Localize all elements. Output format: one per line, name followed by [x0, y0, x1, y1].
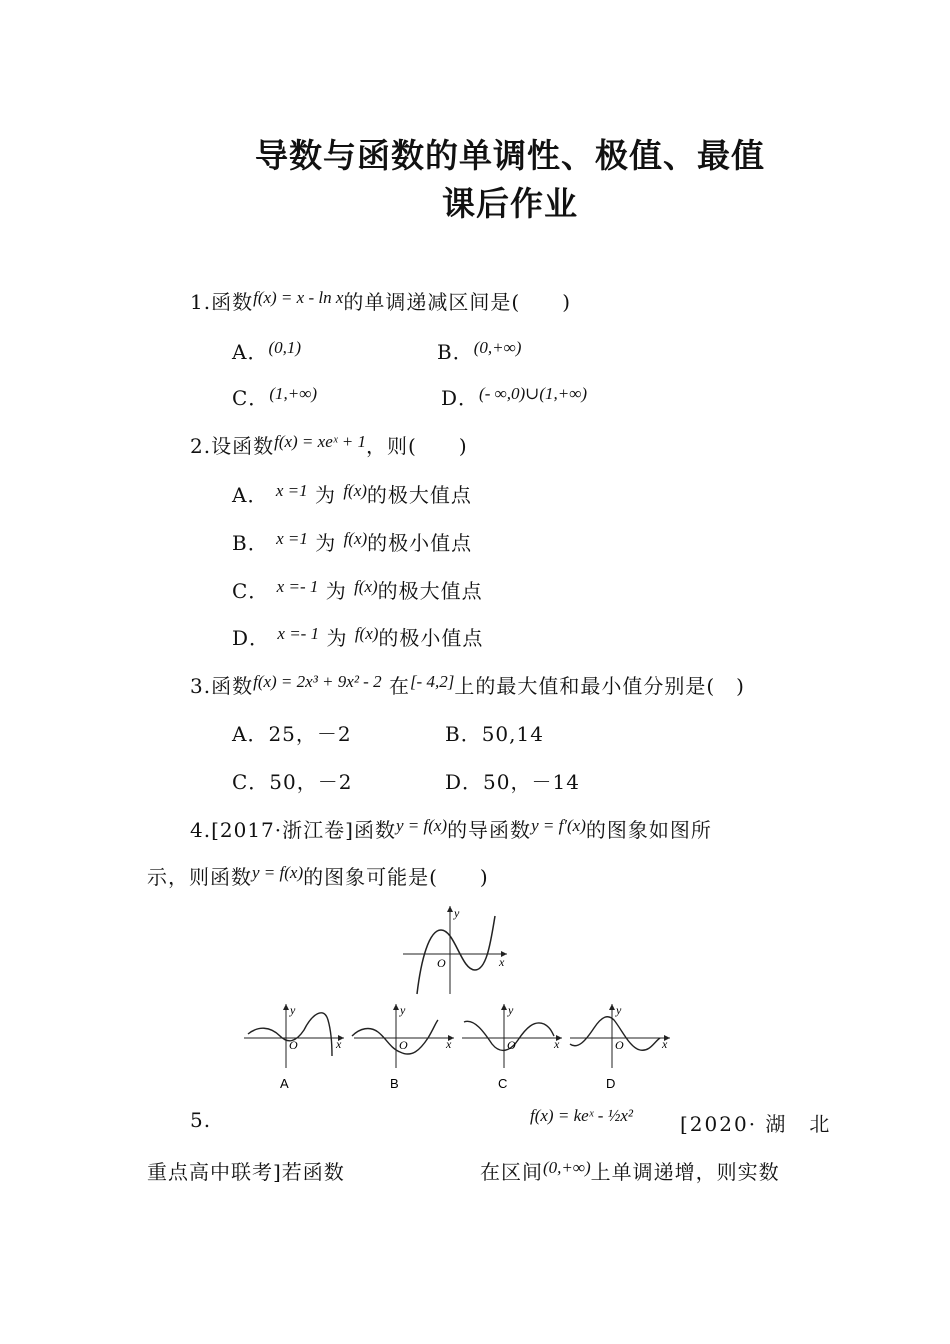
option-c-graph — [462, 1003, 562, 1091]
q4-formula1: y = f(x) — [395, 816, 448, 835]
q2-b-text: 的极小值点 — [367, 531, 473, 555]
question-5-formula — [530, 1108, 633, 1132]
option-d-graph — [570, 1003, 670, 1091]
q2-b-f: f(x) — [343, 529, 368, 548]
q1-formula: f(x) = x - ln x — [253, 288, 344, 307]
option-b-origin: O — [399, 1038, 408, 1052]
q1-a-label: A． — [232, 340, 269, 364]
q5-interval: (0,+∞) — [543, 1158, 591, 1177]
q4-formula2: y = f′(x) — [531, 816, 586, 835]
q1-a-value: (0,1) — [268, 338, 302, 357]
q4-mid: 的导函数 — [447, 818, 532, 842]
option-b-graph — [352, 1003, 454, 1091]
q2-c-label: C． — [232, 579, 270, 603]
q1-prefix: 1.函数 — [190, 290, 254, 314]
q3-option-b: B．50,14 — [445, 722, 544, 746]
option-a-x: x — [336, 1037, 342, 1051]
q2-option-b — [232, 527, 472, 556]
q1-option-b — [437, 336, 521, 365]
option-d-label: D — [606, 1076, 616, 1091]
main-x-label: x — [499, 955, 505, 969]
q1-c-value: (1,+∞) — [269, 384, 317, 403]
option-c-x: x — [554, 1037, 560, 1051]
option-b-y: y — [400, 1003, 406, 1017]
q4-prefix: 4.[2017·浙江卷]函数 — [190, 818, 396, 842]
q2-a-label: A． — [232, 483, 269, 507]
question-5-source: [2020· 湖 北 — [680, 1112, 832, 1136]
q2-formula: f(x) = xeˣ + 1 — [274, 432, 367, 451]
q2-d-x: x =- 1 — [277, 624, 320, 643]
q1-option-d — [441, 382, 587, 411]
option-b-label: B — [390, 1076, 399, 1091]
option-d-origin: O — [615, 1038, 624, 1052]
q3-option-a: A．25，－2 — [232, 722, 352, 746]
q2-d-text: 的极小值点 — [378, 626, 484, 650]
q1-option-a — [232, 336, 301, 365]
option-a-graph — [244, 1003, 344, 1091]
q2-c-f: f(x) — [354, 577, 378, 596]
q4-line2-end: 的图象可能是( ) — [303, 865, 489, 889]
q4-line2-prefix: 示，则函数 — [147, 865, 252, 889]
derivative-graph — [395, 900, 515, 996]
q2-d-f: f(x) — [354, 624, 379, 643]
main-origin-label: O — [437, 956, 446, 970]
page-title: 导数与函数的单调性、极值、最值 — [255, 136, 765, 175]
main-y-label: y — [454, 906, 460, 920]
q2-d-label: D． — [232, 626, 271, 650]
q3-option-d: D．50，－14 — [445, 770, 580, 794]
question-4-line2 — [147, 861, 489, 890]
main-y-arrow — [447, 906, 453, 912]
question-5-number: 5. — [190, 1108, 212, 1132]
q2-option-c — [232, 575, 483, 604]
q1-b-label: B． — [437, 340, 474, 364]
q3-mid: 在 — [388, 674, 410, 698]
q1-option-c — [232, 382, 317, 411]
q2-b-mid: 为 — [315, 531, 337, 555]
q5-line2b: 在区间 — [480, 1160, 543, 1184]
q3-prefix: 3.函数 — [190, 674, 254, 698]
option-c-label: C — [498, 1076, 508, 1091]
q3-interval: [- 4,2] — [409, 672, 455, 691]
q2-a-mid: 为 — [314, 483, 336, 507]
option-c-y: y — [508, 1003, 514, 1017]
question-5-line2a: 重点高中联考]若函数 — [147, 1160, 345, 1184]
option-d-x: x — [662, 1037, 668, 1051]
q3-formula: f(x) = 2x³ + 9x² - 2 — [253, 672, 382, 691]
option-graphs — [240, 1000, 690, 1092]
q2-a-text: 的极大值点 — [366, 483, 472, 507]
q2-a-f: f(x) — [343, 481, 367, 500]
question-3 — [190, 670, 745, 699]
q2-option-a — [232, 479, 472, 508]
q4-stem-end: 的图象如图所 — [585, 818, 712, 842]
option-c-origin: O — [507, 1038, 516, 1052]
q2-stem: ，则( ) — [366, 434, 468, 458]
option-b-x: x — [446, 1037, 452, 1051]
q5-formula: f(x) = keˣ - ½x² — [530, 1106, 634, 1125]
q2-a-x: x =1 — [275, 481, 308, 500]
q2-b-label: B． — [232, 531, 269, 555]
question-2 — [190, 430, 468, 459]
question-5-line2b — [480, 1156, 780, 1185]
option-a-label: A — [280, 1076, 289, 1091]
option-d-y: y — [616, 1003, 622, 1017]
q1-b-value: (0,+∞) — [473, 338, 522, 357]
derivative-curve — [417, 916, 495, 994]
q2-option-d — [232, 622, 483, 651]
q2-c-text: 的极大值点 — [377, 579, 483, 603]
q2-c-x: x =- 1 — [276, 577, 319, 596]
page-subtitle: 课后作业 — [442, 184, 578, 223]
q3-option-c: C．50，－2 — [232, 770, 353, 794]
question-4 — [190, 814, 712, 843]
q4-formula3: y = f(x) — [252, 863, 304, 882]
q2-b-x: x =1 — [276, 529, 308, 548]
q2-d-mid: 为 — [326, 626, 348, 650]
question-1 — [190, 286, 571, 315]
q1-d-value: (- ∞,0)∪(1,+∞) — [479, 384, 588, 403]
q1-c-label: C． — [232, 386, 270, 410]
q3-stem: 上的最大值和最小值分别是( ) — [454, 674, 745, 698]
option-a-y: y — [290, 1003, 296, 1017]
q1-stem: 的单调递减区间是( ) — [343, 290, 571, 314]
option-a-origin: O — [289, 1038, 298, 1052]
q5-line2c: 上单调递增，则实数 — [590, 1160, 780, 1184]
q2-prefix: 2.设函数 — [190, 434, 275, 458]
q1-d-label: D． — [441, 386, 480, 410]
q2-c-mid: 为 — [325, 579, 347, 603]
